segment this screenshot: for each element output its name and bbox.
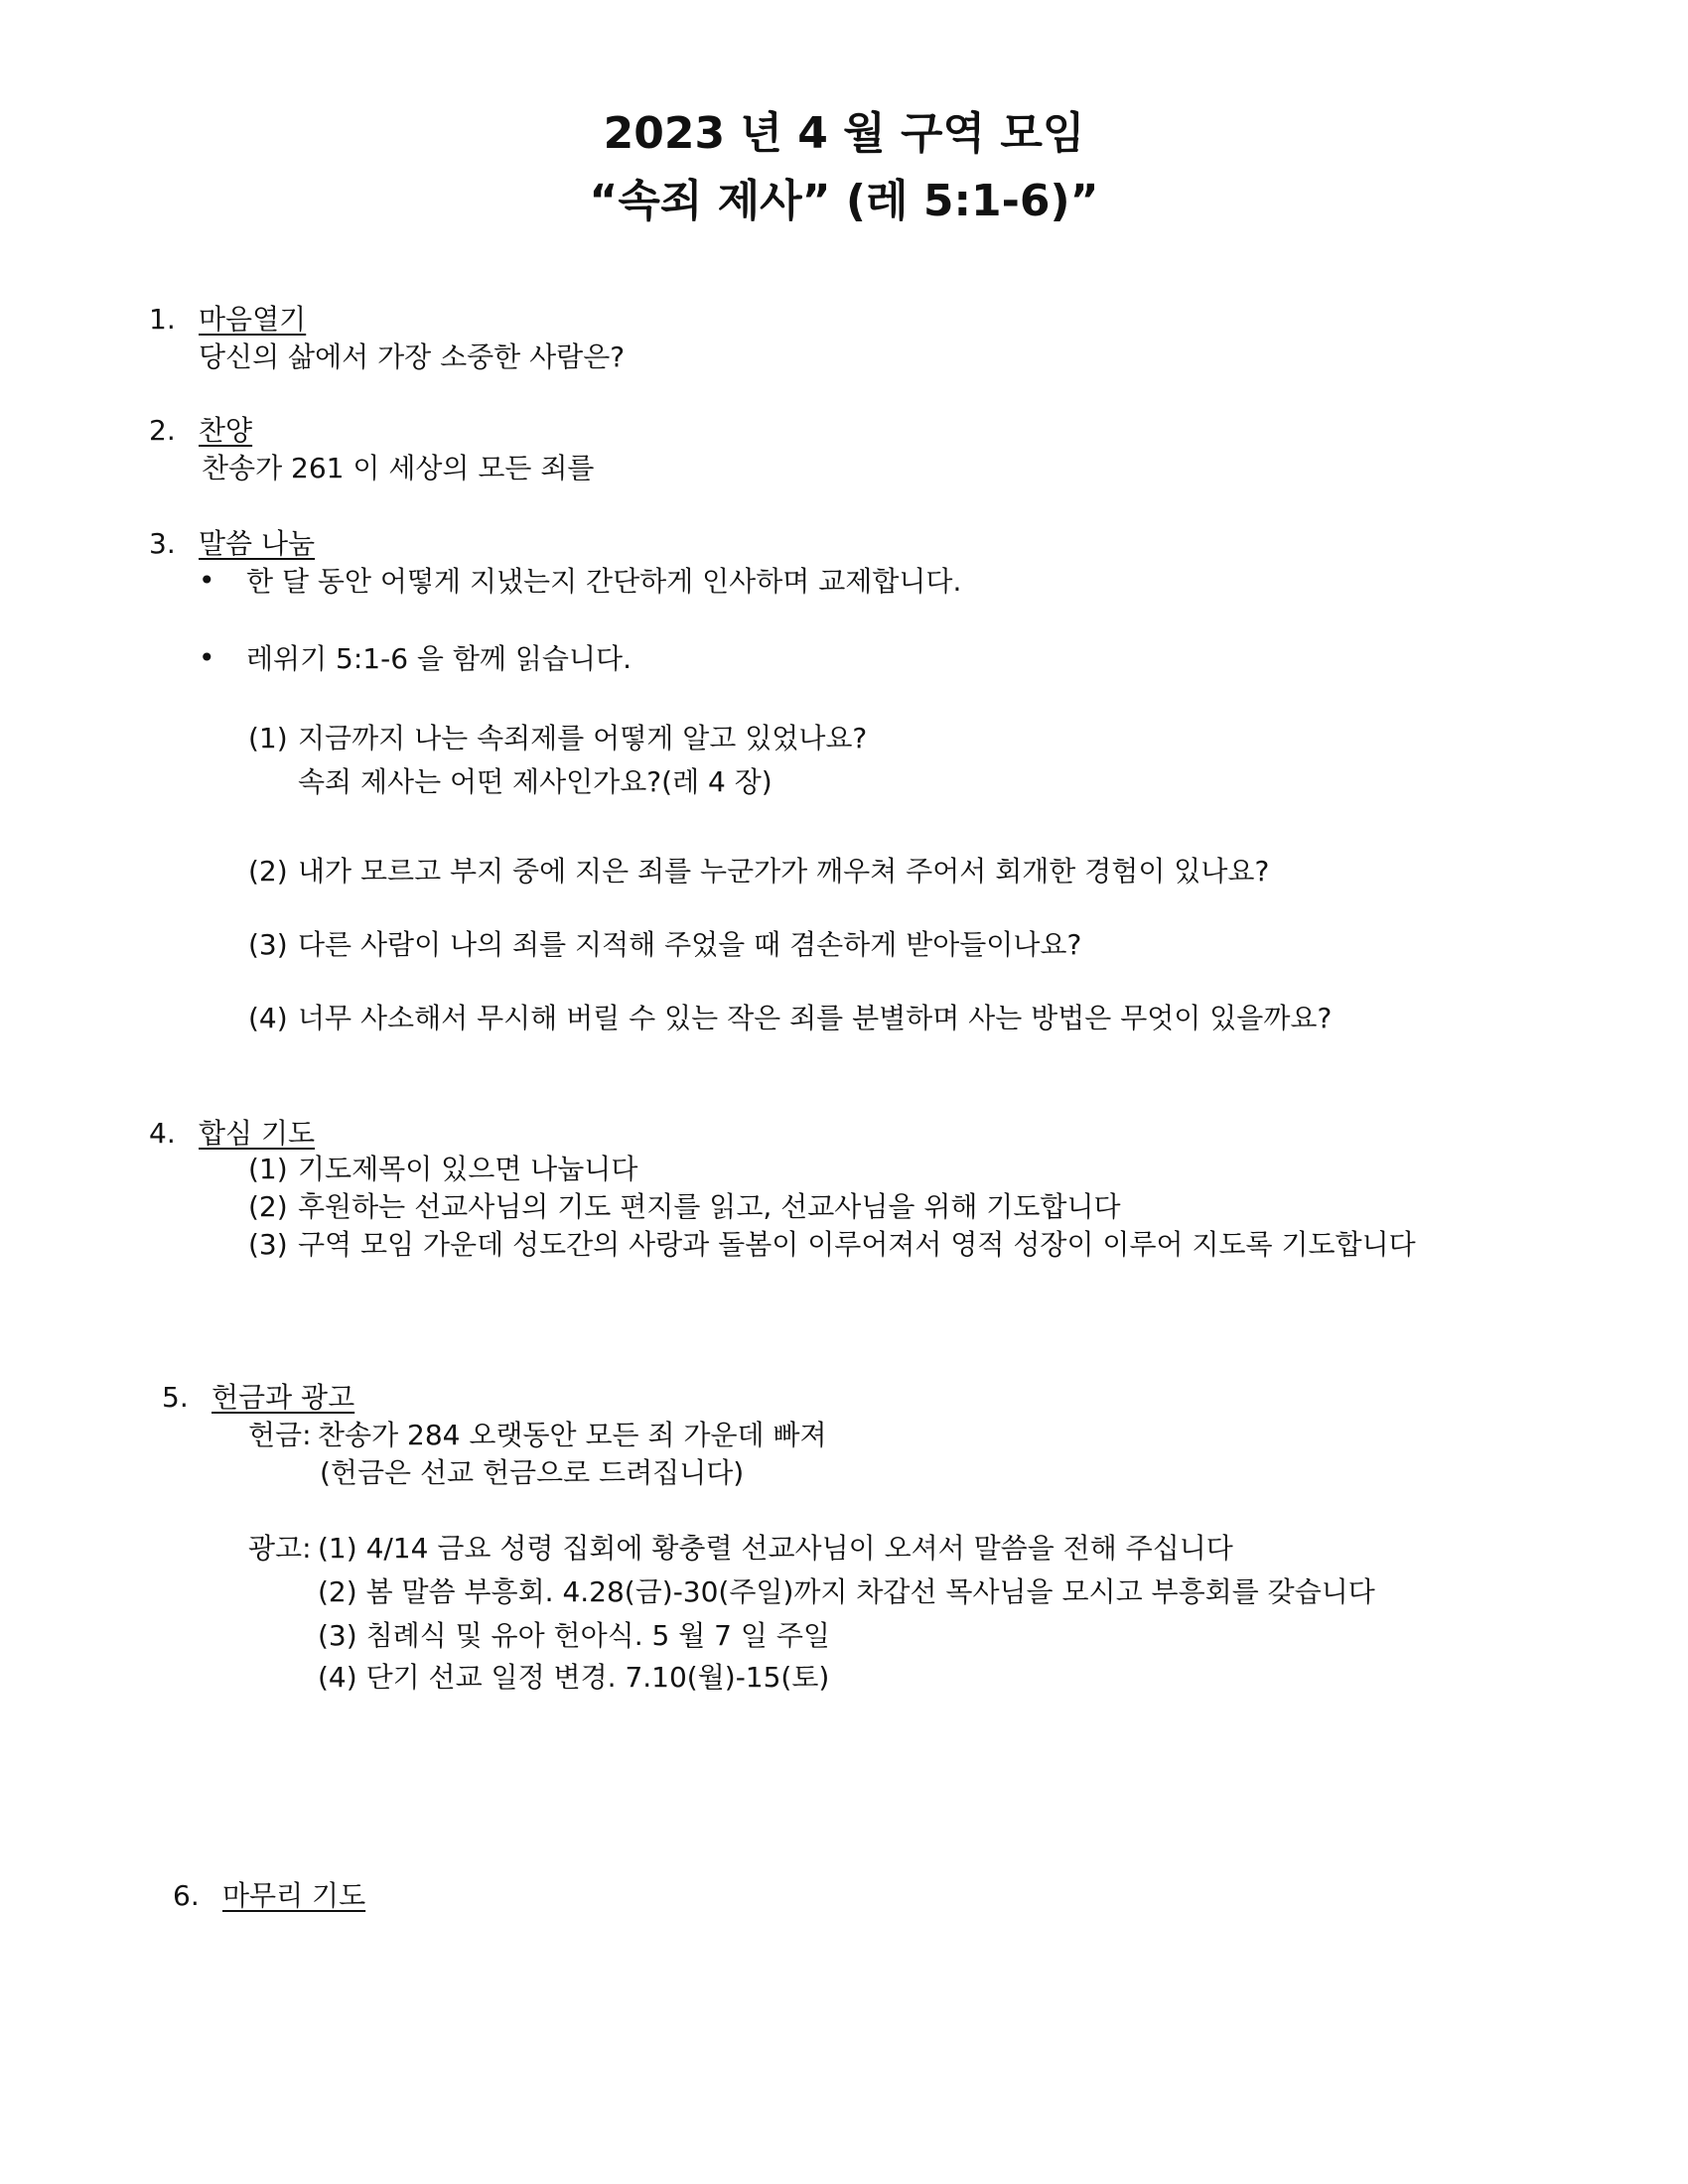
bullet-icon: • bbox=[199, 641, 215, 674]
question-2-number: (2) bbox=[248, 855, 288, 887]
section-3-bullet-2: 레위기 5:1-6 을 함께 읽습니다. bbox=[246, 642, 632, 675]
prayer-item-2-text: 후원하는 선교사님의 기도 편지를 읽고, 선교사님을 위해 기도합니다 bbox=[298, 1190, 1121, 1223]
section-2-number: 2. bbox=[149, 414, 176, 447]
prayer-item-2-number: (2) bbox=[248, 1190, 288, 1223]
notice-label: 광고: bbox=[248, 1532, 312, 1565]
question-1-number: (1) bbox=[248, 722, 288, 754]
section-4-number: 4. bbox=[149, 1117, 176, 1150]
section-3-bullet-1: 한 달 동안 어떻게 지냈는지 간단하게 인사하며 교제합니다. bbox=[246, 565, 962, 598]
question-4-number: (4) bbox=[248, 1002, 288, 1034]
section-1-number: 1. bbox=[149, 303, 176, 336]
question-3-number: (3) bbox=[248, 928, 288, 961]
page-subtitle: “속죄 제사” (레 5:1-6)” bbox=[589, 176, 1099, 226]
section-3-heading: 말씀 나눔 bbox=[199, 527, 316, 560]
question-3-text: 다른 사람이 나의 죄를 지적해 주었을 때 겸손하게 받아들이나요? bbox=[298, 928, 1082, 961]
page-title: 2023 년 4 월 구역 모임 bbox=[603, 108, 1085, 159]
offering-note: (헌금은 선교 헌금으로 드려집니다) bbox=[320, 1456, 745, 1489]
section-2-heading: 찬양 bbox=[199, 414, 253, 447]
question-2-text: 내가 모르고 부지 중에 지은 죄를 누군가가 깨우쳐 주어서 회개한 경험이 있나요? bbox=[298, 855, 1270, 887]
section-1-heading: 마음열기 bbox=[199, 303, 307, 336]
section-4-heading: 합심 기도 bbox=[199, 1117, 316, 1150]
section-5-heading: 헌금과 광고 bbox=[211, 1381, 355, 1414]
section-6-heading: 마무리 기도 bbox=[222, 1879, 366, 1912]
question-4-text: 너무 사소해서 무시해 버릴 수 있는 작은 죄를 분별하며 사는 방법은 무엇이 있을까요? bbox=[298, 1002, 1333, 1034]
notice-item-2: (2) 봄 말씀 부흥회. 4.28(금)-30(주일)까지 차갑선 목사님을 모시고 부흥회를 갖습니다 bbox=[318, 1575, 1375, 1608]
offering-label: 헌금: bbox=[248, 1419, 312, 1451]
notice-item-3: (3) 침례식 및 유아 헌아식. 5 월 7 일 주일 bbox=[318, 1619, 830, 1652]
prayer-item-1-number: (1) bbox=[248, 1153, 288, 1185]
notice-item-4: (4) 단기 선교 일정 변경. 7.10(월)-15(토) bbox=[318, 1661, 830, 1694]
section-2-text: 찬송가 261 이 세상의 모든 죄를 bbox=[202, 452, 595, 484]
section-5-number: 5. bbox=[162, 1381, 189, 1414]
question-1-text: 지금까지 나는 속죄제를 어떻게 알고 있었나요? bbox=[298, 722, 868, 754]
section-3-number: 3. bbox=[149, 527, 176, 560]
prayer-item-3-text: 구역 모임 가운데 성도간의 사랑과 돌봄이 이루어져서 영적 성장이 이루어 지도록 기도합니다 bbox=[298, 1228, 1416, 1261]
question-1-text-line2: 속죄 제사는 어떤 제사인가요?(레 4 장) bbox=[298, 765, 773, 798]
offering-hymn: 찬송가 284 오랫동안 모든 죄 가운데 빠져 bbox=[318, 1419, 827, 1451]
bullet-icon: • bbox=[199, 564, 215, 597]
prayer-item-1-text: 기도제목이 있으면 나눕니다 bbox=[298, 1153, 638, 1185]
notice-item-1: (1) 4/14 금요 성령 집회에 황충렬 선교사님이 오셔서 말씀을 전해 주십니다 bbox=[318, 1532, 1233, 1565]
section-1-text: 당신의 삶에서 가장 소중한 사람은? bbox=[199, 341, 626, 373]
prayer-item-3-number: (3) bbox=[248, 1228, 288, 1261]
section-6-number: 6. bbox=[173, 1879, 200, 1912]
